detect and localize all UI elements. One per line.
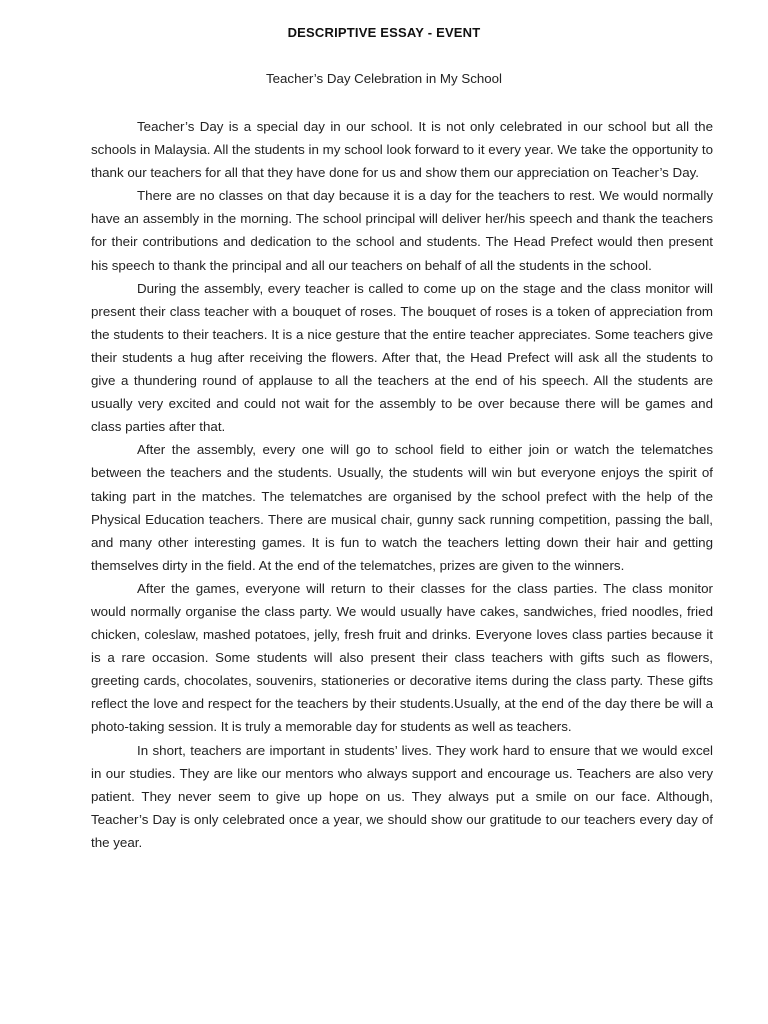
- paragraph-4: After the assembly, every one will go to school field to either join or watch the telematches between the teachers and the students. Usually, the students will win but everyone enjoys the spirit of taking part in the matches. The telematches are organised by the school prefect with the help of the Physical Education teachers. There are musical chair, gunny sack running competition, passing the ball, and many other interesting games. It is fun to watch the teachers letting down their hair and getting themselves dirty in the field. At the end of the telematches, prizes are given to the winners.: [91, 442, 713, 573]
- paragraph-2: There are no classes on that day because it is a day for the teachers to rest. We would normally have an assembly in the morning. The school principal will deliver her/his speech and thank the teachers for their contributions and dedication to the school and students. The Head Prefect would then present his speech to thank the principal and all our teachers on behalf of all the students in the school.: [91, 188, 713, 273]
- paragraph-1: Teacher’s Day is a special day in our school. It is not only celebrated in our school but all the schools in Malaysia. All the students in my school look forward to it every year. We take the opportunity to thank our teachers for all that they have done for us and show them our appreciation on Teacher’s Day.: [91, 119, 713, 181]
- paragraph-6: In short, teachers are important in students’ lives. They work hard to ensure that we would excel in our studies. They are like our mentors who always support and encourage us. Teachers are also very patient. They never seem to give up hope on us. They always put a smile on our face. Although, Teacher’s Day is only celebrated once a year, we should show our gratitude to our teachers every day of the year.: [91, 742, 713, 850]
- paragraph-5: After the games, everyone will return to their classes for the class parties. The class monitor would normally organise the class party. We would usually have cakes, sandwiches, fried noodles, fried chicken, coleslaw, mashed potatoes, jelly, fresh fruit and drinks. Everyone loves class parties because it is a rare occasion. Some students will also present their class teachers with gifts such as flowers, greeting cards, chocolates, souvenirs, stationeries or decorative items during the class party. These gifts reflect the love and respect for the teachers by their students.Usually, at the end of the day there be will a photo-taking session. It is truly a memorable day for students as well as teachers.: [91, 580, 713, 735]
- essay-body: [91, 115, 713, 854]
- paragraph-3: During the assembly, every teacher is called to come up on the stage and the class monitor will present their class teacher with a bouquet of roses. The bouquet of roses is a token of appreciation from the students to their teachers. It is a nice gesture that the entire teacher appreciates. Some teachers give their students a hug after receiving the flowers. After that, the Head Prefect will ask all the students to give a thundering round of applause to all the teachers at the end of his speech. All the students are usually very excited and could not wait for the assembly to be over because there will be games and class parties after that.: [91, 280, 713, 435]
- essay-type-heading: DESCRIPTIVE ESSAY - EVENT: [287, 25, 481, 40]
- essay-title: Teacher’s Day Celebration in My School: [265, 71, 502, 86]
